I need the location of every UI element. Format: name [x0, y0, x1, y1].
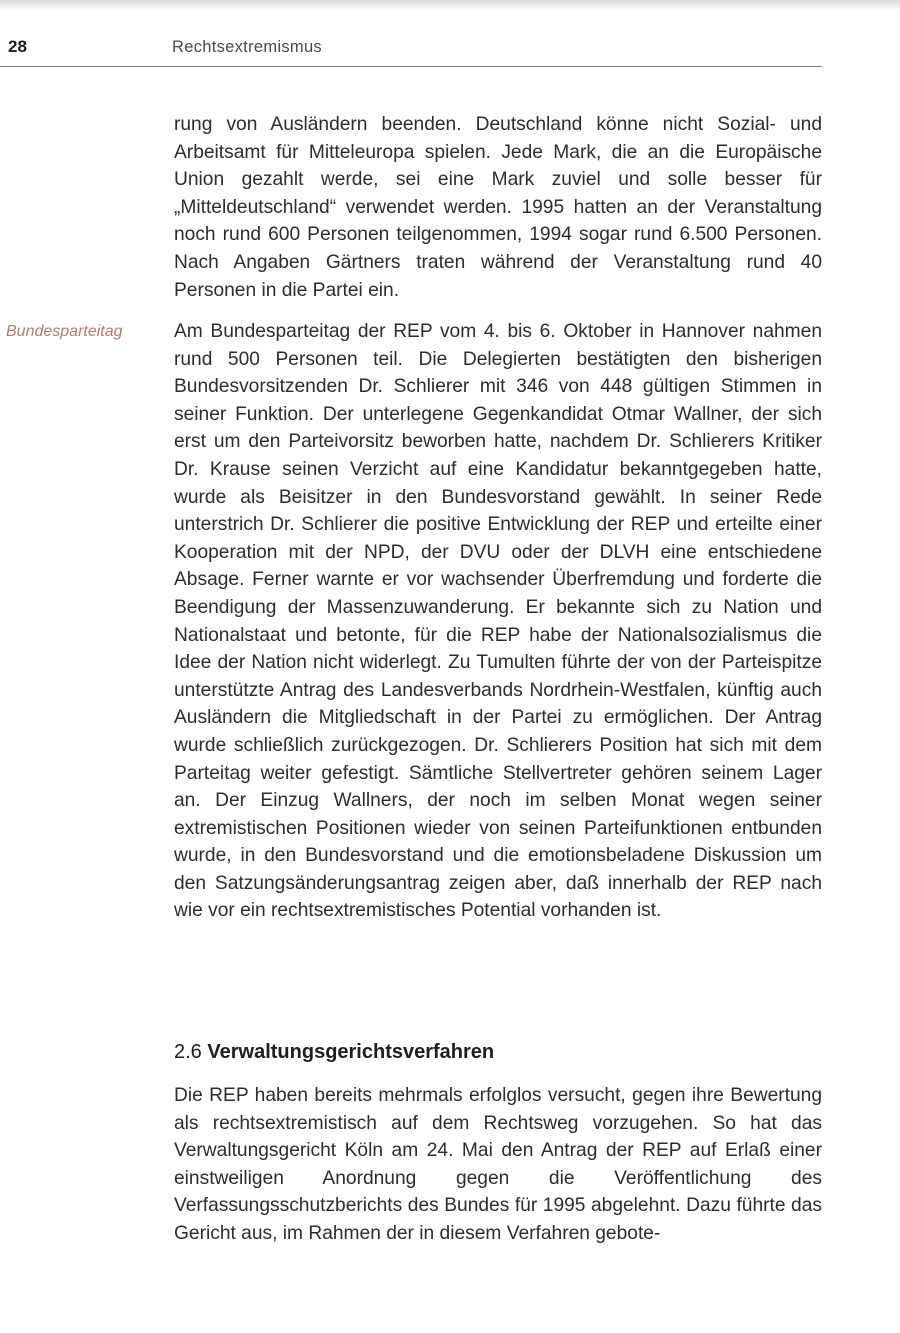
- section-title: Verwaltungsgerichtsverfahren: [207, 1041, 495, 1063]
- running-title: Rechtsextremismus: [172, 38, 322, 56]
- header-rule: [0, 66, 822, 67]
- paragraph-block: [174, 1082, 822, 1248]
- paragraph-block: [174, 111, 822, 304]
- paragraph-block: [174, 318, 822, 925]
- section-number: 2.6: [174, 1041, 202, 1063]
- body-paragraph: Am Bundesparteitag der REP vom 4. bis 6. Oktober in Hannover nahmen rund 500 Personen teil. Die Delegierten bestätigten den bisherigen Bundesvorsitzenden Dr. Schlierer mit 346 von 448 gültigen Stimmen in seiner Funktion. Der unterlegene Gegenkandidat Otmar Wallner, der sich erst um den Parteivorsitz beworben hatte, nachdem Dr. Schlierers Kritiker Dr. Krause seinen Verzicht auf eine Kandidatur bekanntgegeben hatte, wurde als Beisitzer in den Bundesvorstand gewählt. In seiner Rede unterstrich Dr. Schlierer die positive Entwicklung der REP und erteilte einer Kooperation mit der NPD, der DVU oder der DLVH eine entschiedene Absage. Ferner warnte er vor wachsender Überfremdung und forderte die Beendigung der Massenzuwanderung. Er bekannte sich zu Nation und Nationalstaat und betonte, für die REP habe der Nationalsozialismus die Idee der Nation nicht widerlegt. Zu Tumulten führte der von der Parteispitze unterstützte Antrag des Landesverbands Nordrhein-Westfalen, künftig auch Ausländern die Mitgliedschaft in der Partei zu ermöglichen. Der Antrag wurde schließlich zurückgezogen. Dr. Schlierers Position hat sich mit dem Parteitag weiter gefestigt. Sämtliche Stellvertreter gehören seinem Lager an. Der Einzug Wallners, der noch im selben Monat wegen seiner extremistischen Positionen wieder von seinen Parteifunktionen entbunden wurde, in den Bundesvorstand und die emotionsbeladene Diskussion um den Satzungsänderungsantrag zeigen aber, daß innerhalb der REP nach wie vor ein rechtsextremistisches Potential vorhanden ist.: [174, 321, 822, 922]
- page-number: 28: [8, 37, 27, 56]
- section-heading: [174, 1041, 494, 1064]
- page-top-shade: [0, 0, 900, 10]
- body-paragraph: Die REP haben bereits mehrmals erfolglos versucht, gegen ihre Bewertung als rechtsextremistisch auf dem Rechtsweg vorzugehen. So hat das Verwaltungsgericht Köln am 24. Mai den Antrag der REP auf Erlaß einer einstweiligen Anordnung gegen die Veröffentlichung des Verfassungsschutzberichts des Bundes für 1995 abgelehnt. Dazu führte das Gericht aus, im Rahmen der in diesem Verfahren gebote-: [174, 1085, 822, 1244]
- body-paragraph: rung von Ausländern beenden. Deutschland könne nicht Sozial- und Arbeitsamt für Mitteleuropa spielen. Jede Mark, die an die Europäische Union gezahlt werde, sei eine Mark zuviel und solle besser für „Mitteldeutschland“ verwendet werden. 1995 hatten an der Veranstaltung noch rund 600 Personen teilgenommen, 1994 sogar rund 6.500 Personen. Nach Angaben Gärtners traten während der Veranstaltung rund 40 Personen in die Partei ein.: [174, 114, 822, 301]
- margin-note: Bundesparteitag: [6, 323, 123, 340]
